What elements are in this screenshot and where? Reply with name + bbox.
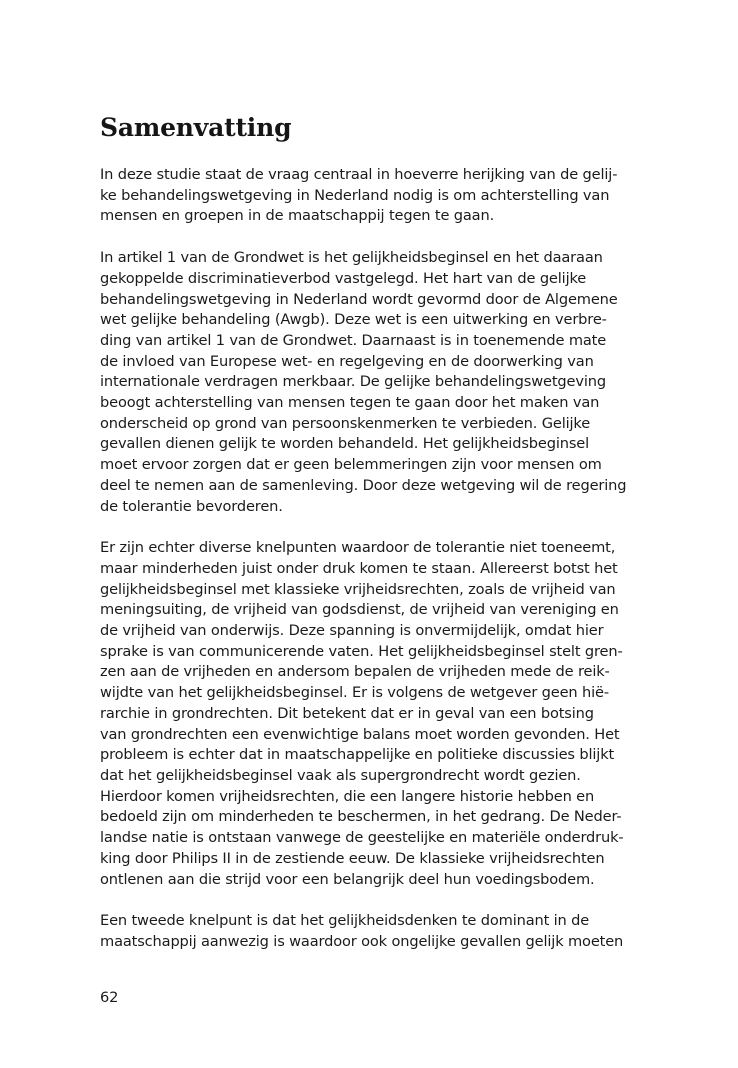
- page-number: 62: [100, 989, 119, 1006]
- text-line: rarchie in grondrechten. Dit betekent dat er in geval van een botsing: [100, 704, 594, 722]
- text-line: maatschappij aanwezig is waardoor ook ongelijke gevallen gelijk moeten: [100, 932, 624, 950]
- text-line: de tolerantie bevorderen.: [100, 497, 283, 515]
- text-line: Hierdoor komen vrijheidsrechten, die een langere historie hebben en: [100, 787, 595, 805]
- text-line: ke behandelingswetgeving in Nederland nodig is om achterstelling van: [100, 186, 610, 204]
- text-line: internationale verdragen merkbaar. De gelijke behandelingswetgeving: [100, 373, 606, 391]
- paragraph: [100, 248, 645, 517]
- text-line: wijdte van het gelijkheidsbeginsel. Er is volgens de wetgever geen hië-: [100, 684, 609, 702]
- paragraph: [100, 165, 645, 227]
- text-line: zen aan de vrijheden en andersom bepalen de vrijheden mede de reik-: [100, 663, 610, 681]
- paragraph: [100, 911, 645, 952]
- text-line: wet gelijke behandeling (Awgb). Deze wet is een uitwerking en verbre-: [100, 311, 607, 329]
- text-line: sprake is van communicerende vaten. Het gelijkheidsbeginsel stelt gren-: [100, 642, 623, 660]
- text-line: deel te nemen aan de samenleving. Door deze wetgeving wil de regering: [100, 476, 627, 494]
- page-content: [100, 112, 645, 974]
- text-line: king door Philips II in de zestiende eeuw. De klassieke vrijheidsrechten: [100, 849, 605, 867]
- text-line: probleem is echter dat in maatschappelijke en politieke discussies blijkt: [100, 746, 615, 764]
- text-line: dat het gelijkheidsbeginsel vaak als supergrondrecht wordt gezien.: [100, 766, 581, 784]
- text-line: gelijkheidsbeginsel met klassieke vrijheidsrechten, zoals de vrijheid van: [100, 580, 616, 598]
- text-line: van grondrechten een evenwichtige balans moet worden gevonden. Het: [100, 725, 620, 743]
- text-line: Er zijn echter diverse knelpunten waardoor de tolerantie niet toeneemt,: [100, 539, 616, 557]
- text-line: behandelingswetgeving in Nederland wordt gevormd door de Algemene: [100, 290, 618, 308]
- text-line: moet ervoor zorgen dat er geen belemmeringen zijn voor mensen om: [100, 456, 602, 474]
- page-title: Samenvatting: [100, 113, 292, 142]
- text-line: onderscheid op grond van persoonskenmerken te verbieden. Gelijke: [100, 414, 591, 432]
- text-line: de invloed van Europese wet- en regelgeving en de doorwerking van: [100, 352, 594, 370]
- text-line: gevallen dienen gelijk te worden behandeld. Het gelijkheidsbeginsel: [100, 435, 590, 453]
- text-line: In artikel 1 van de Grondwet is het gelijkheidsbeginsel en het daaraan: [100, 249, 603, 267]
- paragraph: [100, 538, 645, 890]
- text-line: ding van artikel 1 van de Grondwet. Daarnaast is in toenemende mate: [100, 331, 607, 349]
- text-line: beoogt achterstelling van mensen tegen te gaan door het maken van: [100, 394, 600, 412]
- text-line: Een tweede knelpunt is dat het gelijkheidsdenken te dominant in de: [100, 912, 590, 930]
- text-line: ontlenen aan die strijd voor een belangrijk deel hun voedingsbodem.: [100, 870, 595, 888]
- body-text: [100, 165, 645, 953]
- text-line: maar minderheden juist onder druk komen te staan. Allereerst botst het: [100, 559, 618, 577]
- text-line: bedoeld zijn om minderheden te beschermen, in het gedrang. De Neder-: [100, 808, 622, 826]
- text-line: de vrijheid van onderwijs. Deze spanning is onvermijdelijk, omdat hier: [100, 622, 604, 640]
- text-line: In deze studie staat de vraag centraal in hoeverre herijking van de gelij-: [100, 166, 618, 183]
- text-line: mensen en groepen in de maatschappij tegen te gaan.: [100, 207, 495, 225]
- text-line: gekoppelde discriminatieverbod vastgelegd. Het hart van de gelijke: [100, 269, 587, 287]
- text-line: landse natie is ontstaan vanwege de geestelijke en materiële onderdruk-: [100, 829, 624, 847]
- text-line: meningsuiting, de vrijheid van godsdienst, de vrijheid van vereniging en: [100, 601, 619, 619]
